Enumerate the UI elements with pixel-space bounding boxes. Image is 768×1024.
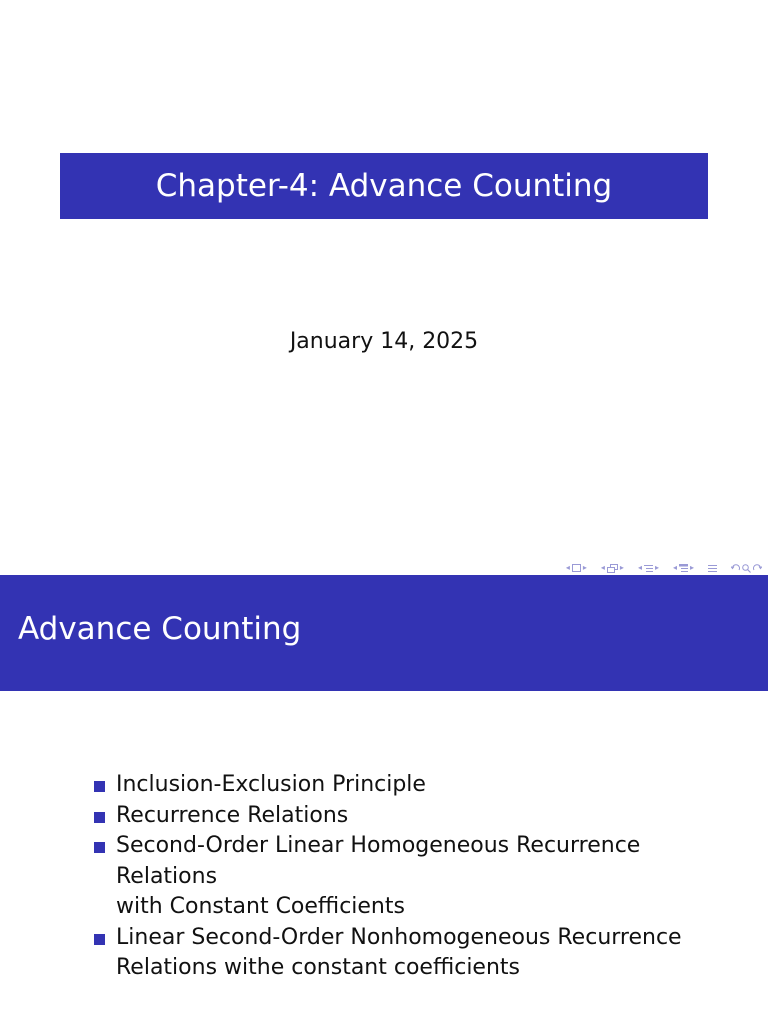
square-bullet-icon: [94, 842, 105, 853]
list-item: [92, 770, 732, 801]
list-item-text: Second-Order Linear Homogeneous Recurrence Relations: [116, 833, 641, 889]
square-bullet-icon: [94, 934, 105, 945]
list-item-text: Linear Second-Order Nonhomogeneous Recurrence: [116, 924, 682, 950]
section-nav[interactable]: [673, 564, 694, 573]
list-item-text: Inclusion-Exclusion Principle: [116, 772, 426, 797]
outline-slide: [0, 575, 768, 1024]
presentation-date: January 14, 2025: [289, 329, 479, 354]
frame-nav[interactable]: [601, 564, 624, 573]
list-item-text: Recurrence Relations: [116, 802, 349, 828]
square-bullet-icon: [94, 812, 105, 823]
frame-header: [0, 575, 768, 691]
nav-right-arrow-icon[interactable]: ▸: [582, 563, 587, 572]
search-icon[interactable]: [742, 564, 751, 573]
search-nav[interactable]: [731, 564, 762, 573]
document-nav[interactable]: [708, 564, 717, 573]
beamer-navigation-bar: [556, 560, 762, 576]
nav-right-arrow-icon[interactable]: ▸: [619, 563, 624, 572]
list-item-text-continued: with Constant Coefficients: [116, 894, 405, 919]
list-item-text-continued: Relations withe constant coefficients: [116, 955, 520, 980]
document-icon[interactable]: [708, 564, 717, 573]
topic-list: [92, 770, 732, 984]
undo-icon[interactable]: [731, 564, 740, 572]
nav-left-arrow-icon[interactable]: ◂: [637, 563, 642, 572]
nav-left-arrow-icon[interactable]: ◂: [565, 563, 570, 572]
list-item: [92, 923, 732, 984]
title-banner: [60, 153, 708, 219]
frame-title: Advance Counting: [18, 611, 302, 647]
redo-icon[interactable]: [753, 564, 762, 572]
list-item: [92, 831, 732, 923]
nav-right-arrow-icon[interactable]: ▸: [654, 563, 659, 572]
nav-left-arrow-icon[interactable]: ◂: [672, 563, 677, 572]
nav-left-arrow-icon[interactable]: ◂: [600, 563, 605, 572]
section-nav-icon[interactable]: [679, 564, 688, 573]
frame-nav-icon[interactable]: [607, 564, 618, 573]
slide-nav[interactable]: [566, 564, 587, 572]
nav-right-arrow-icon[interactable]: ▸: [689, 563, 694, 572]
square-bullet-icon: [94, 781, 105, 792]
list-item: [92, 801, 732, 832]
subsection-nav-icon[interactable]: [644, 564, 653, 573]
presentation-title: Chapter-4: Advance Counting: [155, 168, 613, 204]
slide-nav-icon[interactable]: [572, 564, 581, 572]
subsection-nav[interactable]: [638, 564, 659, 573]
